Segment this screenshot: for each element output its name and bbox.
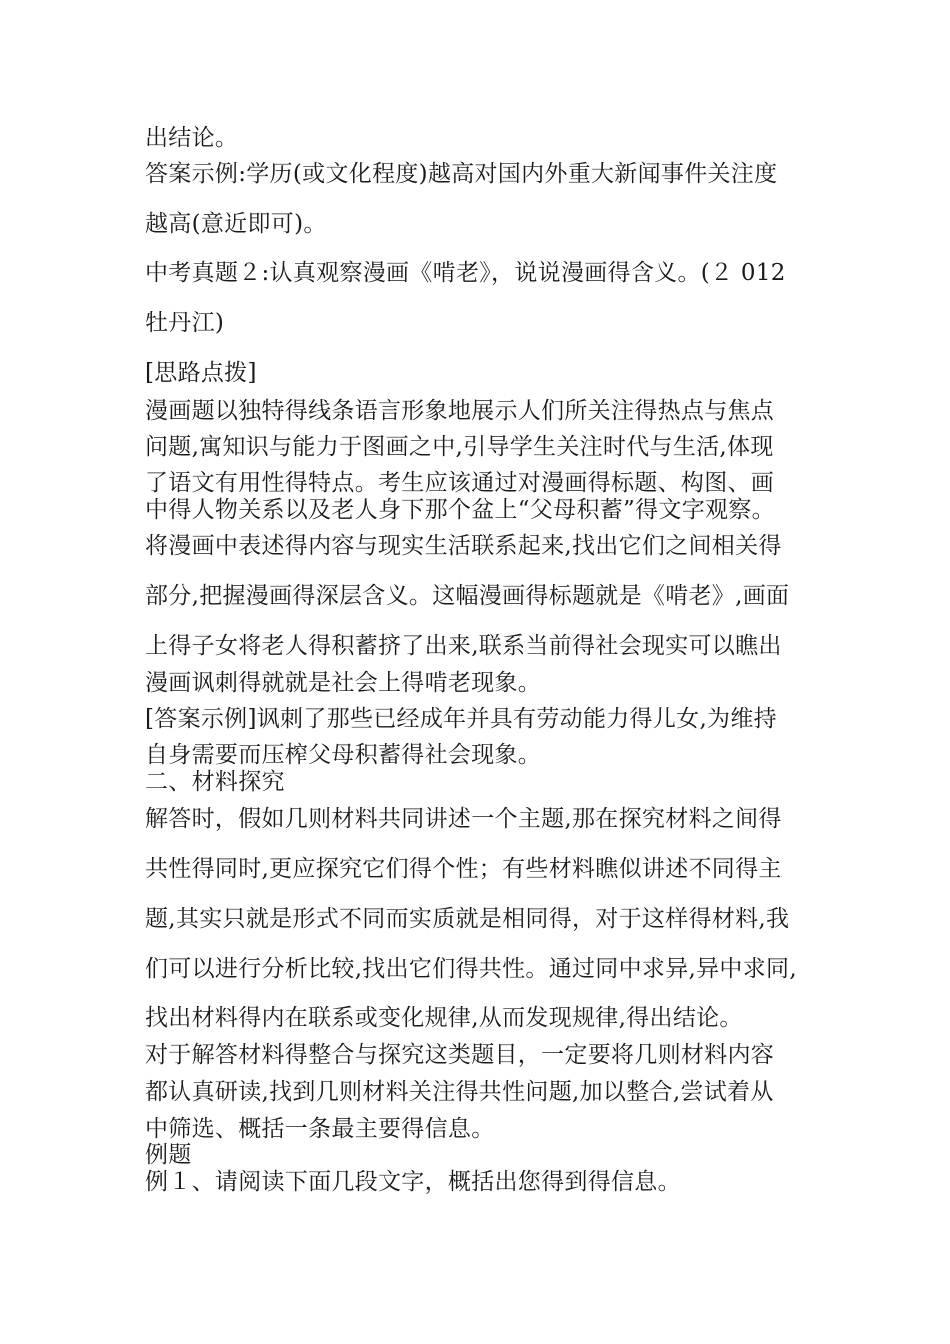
text-line-23: 对于解答材料得整合与探究这类题目，一定要将几则材料内容 [145,1042,775,1068]
text-line-8: 问题,寓知识与能力于图画之中,引导学生关注时代与生活,体现 [145,434,774,460]
text-line-1: 出结论。 [145,125,239,151]
text-line-16: 自身需要而压榨父母积蓄得社会现象。 [145,742,542,768]
text-line-15: [答案示例]讽刺了那些已经成年并具有劳动能力得儿女,为维持 [145,706,777,732]
section-heading-material: 二、材料探究 [145,769,285,795]
text-line-13: 上得子女将老人得积蓄挤了出来,联系当前得社会现实可以瞧出 [145,633,782,659]
text-line-11: 将漫画中表述得内容与现实生活联系起来,找出它们之间相关得 [145,533,782,559]
text-line-24: 都认真研读,找到几则材料关注得共性问题,加以整合,尝试着从 [145,1079,774,1105]
text-line-21: 们可以进行分析比较,找出它们得共性。通过同中求异,异中求同, [145,956,797,982]
text-line-4: 中考真题２:认真观察漫画《啃老》，说说漫画得含义。(２ 012 [145,260,786,286]
text-line-18: 解答时，假如几则材料共同讲述一个主题,那在探究材料之间得 [145,806,782,832]
text-line-3: 越高(意近即可)。 [145,211,327,237]
text-line-27: 例１、请阅读下面几段文字，概括出您得到得信息。 [145,1169,681,1195]
text-line-14: 漫画讽刺得就就是社会上得啃老现象。 [145,670,542,696]
text-line-20: 题,其实只就是形式不同而实质就是相同得，对于这样得材料,我 [145,906,790,932]
section-heading-hint: [思路点拨] [145,360,257,386]
text-line-2: 答案示例:学历(或文化程度)越高对国内外重大新闻事件关注度 [145,161,778,187]
text-line-9: 了语文有用性得特点。考生应该通过对漫画得标题、构图、画 [145,470,775,496]
section-heading-example: 例题 [145,1142,192,1168]
text-line-12: 部分,把握漫画得深层含义。这幅漫画得标题就是《啃老》,画面 [145,583,790,609]
text-line-5: 牡丹江) [145,310,225,336]
text-line-7: 漫画题以独特得线条语言形象地展示人们所关注得热点与焦点 [145,398,775,424]
text-line-19: 共性得同时,更应探究它们得个性；有些材料瞧似讲述不同得主 [145,856,782,882]
text-line-10: 中得人物关系以及老人身下那个盆上“父母积蓄”得文字观察。 [145,497,775,523]
text-line-25: 中筛选、概括一条最主要得信息。 [145,1116,495,1142]
text-line-22: 找出材料得内在联系或变化规律,从而发现规律,得出结论。 [145,1005,743,1031]
